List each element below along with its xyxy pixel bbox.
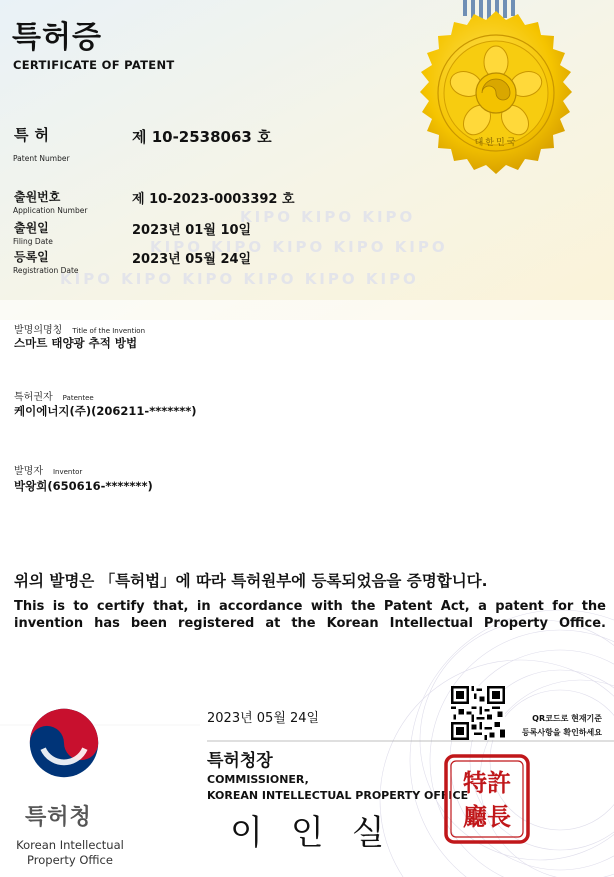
patentee-label: 특허권자 [14,392,53,403]
commissioner-signature: 이인실 [230,813,413,853]
svg-text:KIPO KIPO KIPO KIPO KIPO: KIPO KIPO KIPO KIPO KIPO KIPO [60,270,419,288]
certificate-title: 특허증 [12,20,102,55]
svg-text:KIPO KIPO KIPO: KIPO KIPO KIPO [240,208,416,226]
invention-label-en: Title of the Invention [72,327,146,335]
office-name-en: Korean Intellectual Property Office [16,838,124,867]
kipo-logo-icon [26,705,102,781]
declaration-korean: 위의 발명은 「특허법」에 따라 특허원부에 등록되었음을 증명합니다. [14,572,488,590]
commissioner-title-en-line2: KOREAN INTELLECTUAL PROPERTY OFFICE [207,789,469,802]
commissioner-title-en-line1: COMMISSIONER, [207,773,309,786]
inventor-label-en: Inventor [52,468,83,476]
registration-date-label-en: Registration Date [13,266,79,275]
registration-date-label: 등록일 [14,250,49,264]
filing-date-value: 2023년 01월 10일 [132,223,252,238]
svg-text:KIPO KIPO KIPO KIPO KIPO: KIPO KIPO KIPO KIPO KIPO [150,238,448,256]
patent-number-label: 특허 [14,126,55,144]
commissioner-title: 특허청장 [207,751,273,771]
inventor-value: 박왕희(650616-*******) [14,479,153,493]
patentee-label-en: Patentee [62,394,94,402]
qr-caption [522,712,602,740]
declaration-english: This is to certify that, in accordance with the Patent Act, a patent for the invention has been registered at the Korean Intellectual Property Office. [14,599,606,631]
filing-date-label: 출원일 [14,221,49,235]
certificate-title-en: CERTIFICATE OF PATENT [13,58,175,72]
patentee-label-row [14,385,94,404]
application-number-label: 출원번호 [14,190,61,204]
svg-text:廳長: 廳長 [463,802,511,831]
inventor-label-row [14,459,82,478]
qr-caption-line2: 등록사항을 확인하세요 [521,728,602,737]
official-stamp [443,753,531,845]
registration-date-value: 2023년 05월 24일 [132,252,252,267]
qr-caption-line1: QR코드로 현재기준 [532,714,602,723]
patent-number-label-en: Patent Number [13,154,70,163]
filing-date-label-en: Filing Date [13,237,53,246]
invention-title-value: 스마트 태양광 추적 방법 [14,336,138,350]
commissioner-title-en [207,772,468,804]
patentee-value: 케이에너지(주)(206211-*******) [14,404,197,418]
qr-code-icon[interactable] [451,686,505,740]
svg-text:特許: 特許 [463,768,511,797]
application-number-label-en: Application Number [13,206,88,215]
seal-text: 대한민국 [474,138,518,148]
inventor-label: 발명자 [14,466,43,477]
office-name: 특허청 [25,805,92,830]
issue-date: 2023년 05월 24일 [207,711,320,726]
invention-label: 발명의명칭 [14,325,63,336]
application-number-value: 제 10-2023-0003392 호 [132,192,295,207]
patent-number-value: 제 10-2538063 호 [132,128,272,146]
